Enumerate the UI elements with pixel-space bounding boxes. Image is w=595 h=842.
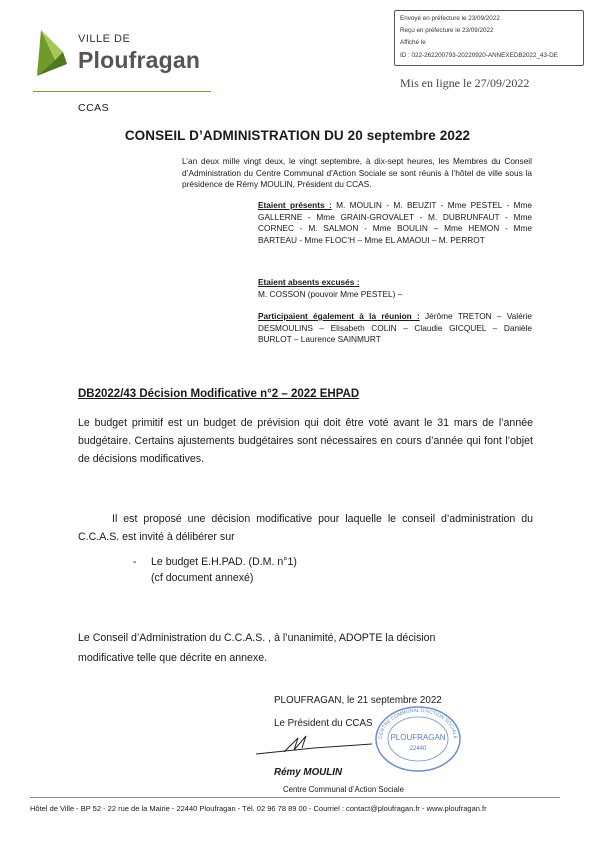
bullet-dash: -: [133, 556, 137, 568]
logo-divider: [33, 91, 211, 92]
section-title: DB2022/43 Décision Modificative n°2 – 2022 EHPAD: [78, 388, 360, 400]
signatory-organization: Centre Communal d’Action Sociale: [283, 785, 404, 794]
participants-text: Jérôme TRETON – Valérie DESMOULINS – Elisabeth COLIN – Claudie GICQUEL – Danièle BURLOT – Laurence SAINMURT: [258, 311, 532, 344]
bullet-line-1: Le budget E.H.PAD. (D.M. n°1): [151, 556, 297, 568]
page-title: CONSEIL D’ADMINISTRATION DU 20 septembre 2022: [124, 128, 471, 143]
footer-divider: [30, 797, 560, 798]
handwritten-signature: [254, 732, 374, 762]
stamp-received: Reçu en préfecture le 23/09/2022: [400, 27, 494, 34]
footer-address: Hôtel de Ville - BP 52 - 22 rue de la Mairie - 22440 Ploufragan - Tél. 02 96 78 89 00 - Courriel : contact@ploufragan.fr - www.ploufragan.fr: [30, 804, 487, 813]
bullet-line-2: (cf document annexé): [151, 572, 254, 584]
seal-zip: 22440: [409, 746, 427, 752]
absents-label: Etaient absents excusés :: [258, 277, 360, 287]
signature-place-date: PLOUFRAGAN, le 21 septembre 2022: [274, 695, 442, 706]
online-date: Mis en ligne le 27/09/2022: [400, 76, 530, 90]
logo-small-text: VILLE DE: [78, 33, 131, 45]
participants-paragraph: [258, 311, 532, 346]
logo-city-name: Ploufragan: [78, 47, 201, 73]
prefecture-stamp: [394, 10, 584, 66]
seal-city: PLOUFRAGAN: [390, 733, 446, 742]
absents-paragraph: [258, 277, 532, 300]
signatory-name: Rémy MOULIN: [274, 767, 343, 778]
presents-paragraph: [258, 200, 532, 246]
intro-paragraph: L’an deux mille vingt deux, le vingt septembre, à dix-sept heures, les Membres du Conseil d’Administration du Centre Communal d’Action Sociale se sont réunis à l’hôtel de ville sous la présidence de Rémy MOULIN, Président du CCAS.: [182, 156, 532, 189]
presents-text: M. MOULIN - M. BEUZIT - Mme PESTEL - Mme GALLERNE - Mme GRAIN-GROVALET - M. DUBRUNFAUT - Mme CORNEC - M. SALMON - Mme BOULIN – Mme HEMON - Mme BARTEAU - Mme FLOC’H – Mme EL AMAOUI – M. PERROT: [258, 200, 533, 245]
stamp-sent: Envoyé en préfecture le 23/09/2022: [400, 15, 500, 22]
ccas-label: CCAS: [78, 102, 110, 114]
stamp-id: ID : 022-262200793-20220920-ANNEXEDB2022_43-DE: [400, 52, 558, 59]
stamp-posted: Affiché le: [400, 39, 426, 46]
presents-label: Etaient présents :: [258, 200, 332, 210]
body-paragraph-1: Le budget primitif est un budget de prévision qui doit être voté avant le 31 mars de l’année budgétaire. Certains ajustements budgétaires sont nécessaires en cours d’année qui font l’objet de décisions modificatives.: [78, 417, 533, 465]
ploufragan-logo-icon: [33, 30, 71, 78]
seal-ring-text: CENTRE COMMUNAL D’ACTION SOCIALE: [377, 707, 459, 740]
body-paragraph-3: Le Conseil d’Administration du C.C.A.S. , à l’unanimité, ADOPTE la décision modificative telle que décrite en annexe.: [78, 632, 436, 664]
signature-role: Le Président du CCAS: [274, 718, 373, 729]
absents-text: M. COSSON (pouvoir Mme PESTEL) –: [258, 288, 403, 299]
body-paragraph-2: Il est proposé une décision modificative pour laquelle le conseil d’administration du C.C.A.S. est invité à délibérer sur: [78, 513, 533, 543]
participants-label: Participaient également à la réunion :: [258, 311, 420, 321]
ccas-seal: [372, 704, 464, 774]
